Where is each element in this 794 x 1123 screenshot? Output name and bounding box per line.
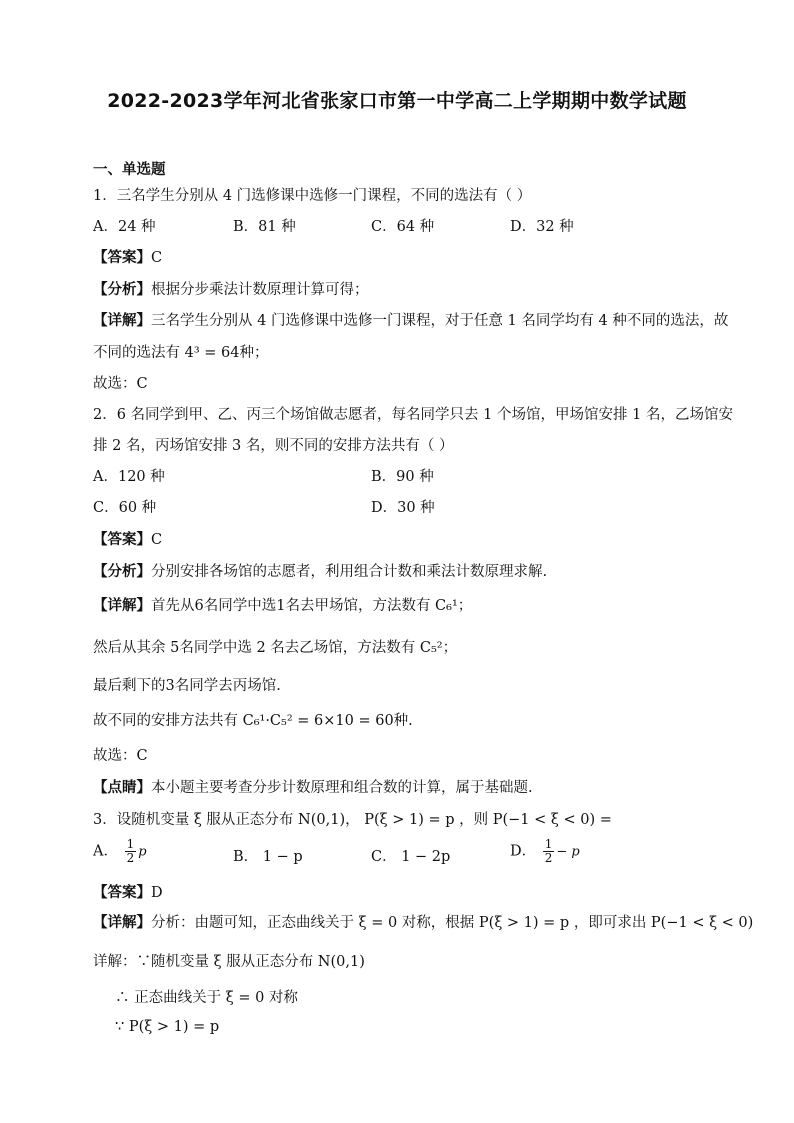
question-1-stem: 1．三名学生分别从 4 门选修课中选修一门课程，不同的选法有（ ） [93, 188, 532, 204]
q2-option-a: A．120 种 [93, 469, 165, 485]
q2-detail [93, 596, 472, 616]
page-title: 2022-2023学年河北省张家口市第一中学高二上学期期中数学试题 [107, 90, 687, 112]
analysis-tag: 【分析】 [93, 564, 151, 580]
q3-option-a [93, 838, 147, 865]
q3-detail-3: ∴ 正态曲线关于 ξ = 0 对称 [115, 990, 298, 1006]
q1-analysis [93, 280, 369, 300]
q3-detail-2: 详解：∵随机变量 ξ 服从正态分布 N(0,1) [93, 954, 365, 970]
q1-option-a: A．24 种 [93, 219, 156, 235]
q2-option-c: C．60 种 [93, 500, 157, 516]
q1-option-c: C．64 种 [371, 219, 435, 235]
fraction [125, 838, 137, 865]
question-2-stem-cont: 排 2 名，丙场馆安排 3 名，则不同的安排方法共有（ ） [93, 438, 454, 454]
q1-detail-cont: 不同的选法有 4³ = 64种； [93, 345, 269, 361]
q1-answer [93, 248, 162, 268]
q2-comment [93, 778, 533, 798]
q2-detail-4: 故不同的安排方法共有 C₆¹·C₅² = 6×10 = 60种. [93, 713, 413, 729]
analysis-tag: 【分析】 [93, 282, 151, 298]
detail-text: 首先从6名同学中选1名去甲场馆，方法数有 C₆¹； [151, 598, 473, 614]
analysis-text: 根据分步乘法计数原理计算可得； [151, 282, 369, 298]
q2-option-b: B．90 种 [371, 469, 434, 485]
analysis-text: 分别安排各场馆的志愿者，利用组合计数和乘法计数原理求解. [151, 564, 548, 580]
question-3-stem: 3．设随机变量 ξ 服从正态分布 N(0,1)， P(ξ > 1) = p ，则 P(−1 < ξ < 0) = [93, 812, 612, 828]
q1-option-b: B．81 种 [233, 219, 296, 235]
q1-choose: 故选：C [93, 376, 148, 392]
q2-option-d: D．30 种 [371, 500, 435, 516]
q3-detail [93, 913, 753, 933]
option-tail: − p [556, 844, 580, 860]
detail-text: 分析：由题可知，正态曲线关于 ξ = 0 对称，根据 P(ξ > 1) = p ，即可求出 P(−1 < ξ < 0) [151, 915, 754, 931]
q1-detail [93, 311, 728, 331]
answer-tag: 【答案】 [93, 532, 151, 548]
q2-detail-2: 然后从其余 5名同学中选 2 名去乙场馆，方法数有 C₅²； [93, 640, 458, 656]
q3-option-b: B． 1 − p [233, 849, 303, 865]
answer-value: C [151, 532, 163, 548]
answer-tag: 【答案】 [93, 885, 151, 901]
q3-detail-4: ∵ P(ξ > 1) = p [115, 1019, 220, 1035]
answer-tag: 【答案】 [93, 250, 151, 266]
option-tail: p [138, 844, 147, 860]
q2-answer [93, 530, 162, 550]
fraction-numerator: 1 [126, 837, 135, 851]
detail-tag: 【详解】 [93, 598, 151, 614]
fraction-denominator: 2 [126, 851, 135, 865]
fraction [543, 838, 555, 865]
detail-tag: 【详解】 [93, 313, 151, 329]
q2-analysis [93, 562, 547, 582]
section-heading: 一、单选题 [93, 162, 166, 178]
option-label: D． [510, 843, 537, 860]
q3-answer [93, 883, 163, 903]
fraction-denominator: 2 [544, 851, 553, 865]
q2-choose: 故选：C [93, 748, 148, 764]
fraction-numerator: 1 [544, 837, 553, 851]
comment-tag: 【点睛】 [93, 780, 151, 796]
q3-option-c: C． 1 − 2p [371, 849, 451, 865]
answer-value: C [151, 250, 163, 266]
comment-text: 本小题主要考查分步计数原理和组合数的计算，属于基础题. [151, 780, 533, 796]
detail-text: 三名学生分别从 4 门选修课中选修一门课程，对于任意 1 名同学均有 4 种不同的选法，故 [151, 313, 729, 329]
option-label: A． [93, 843, 118, 860]
q1-option-d: D．32 种 [510, 219, 574, 235]
q3-option-d [510, 838, 580, 865]
question-2-stem: 2．6 名同学到甲、乙、丙三个场馆做志愿者，每名同学只去 1 个场馆，甲场馆安排 1 名，乙场馆安 [93, 407, 733, 423]
q2-detail-3: 最后剩下的3名同学去丙场馆. [93, 678, 281, 694]
answer-value: D [151, 885, 163, 901]
detail-tag: 【详解】 [93, 915, 151, 931]
